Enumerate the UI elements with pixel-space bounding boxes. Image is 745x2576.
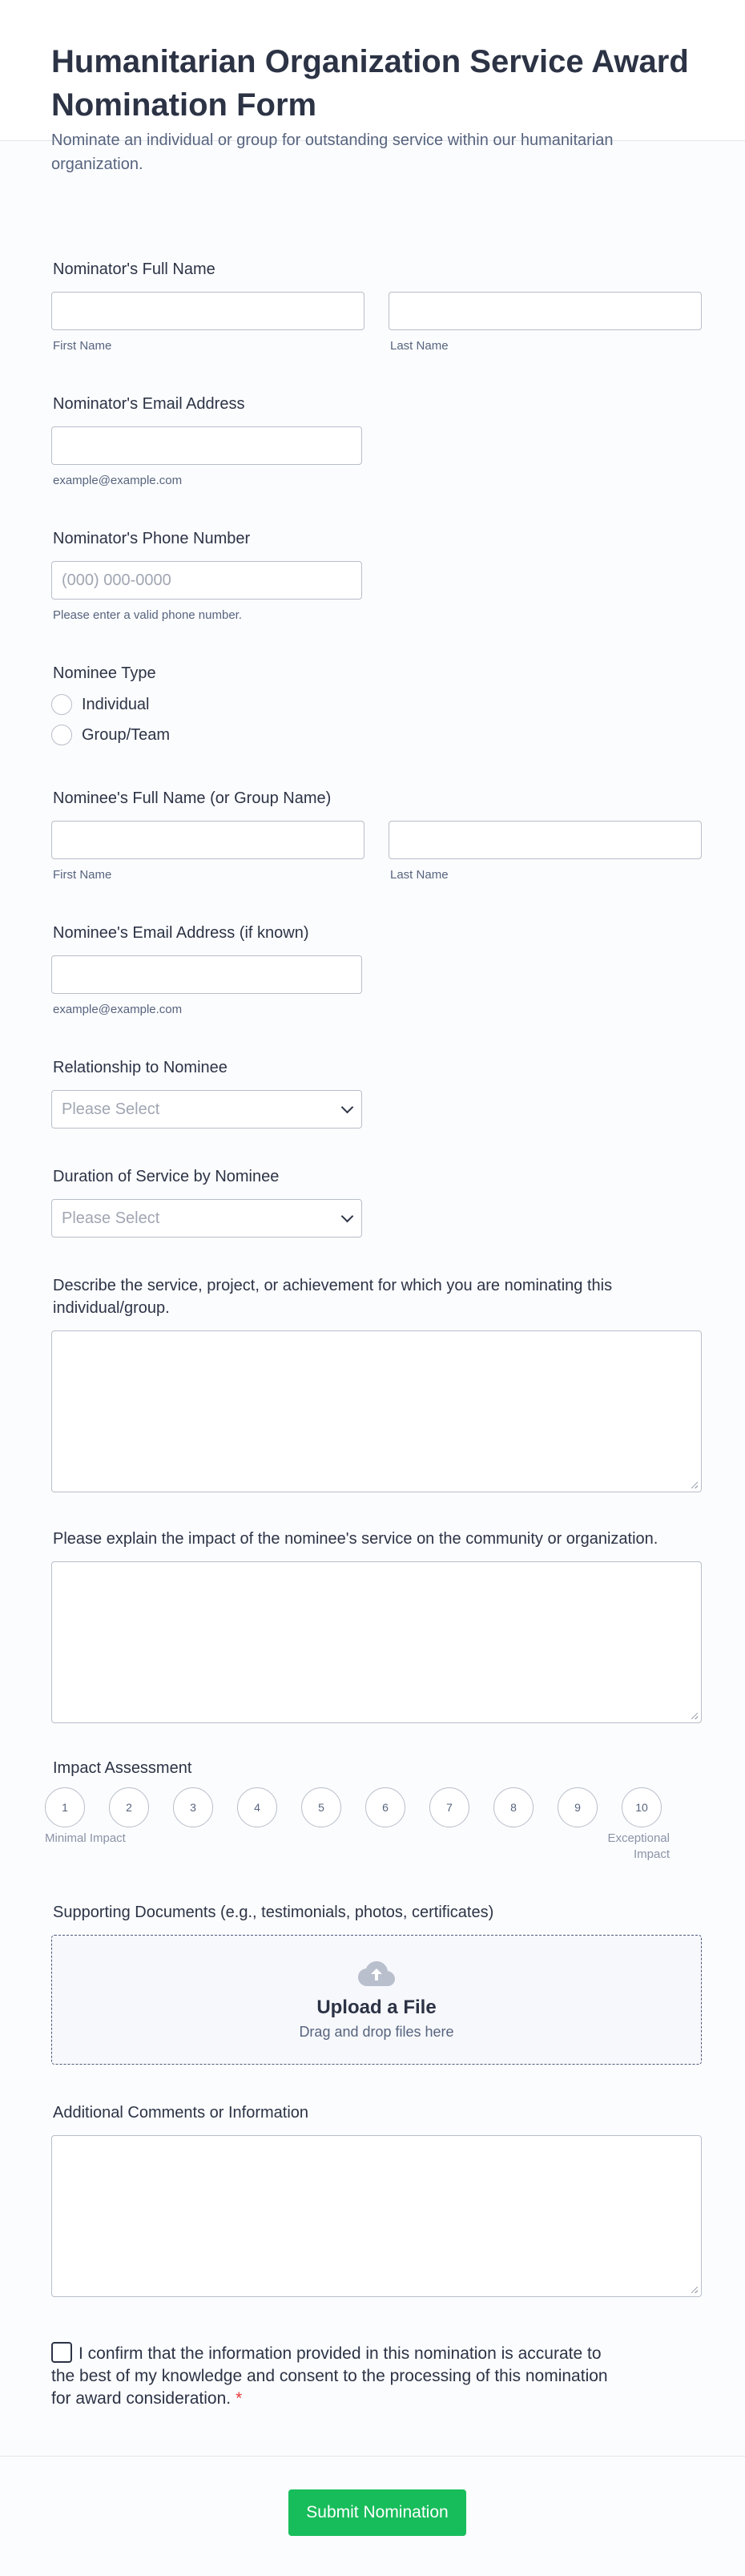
- form-header: [0, 0, 745, 173]
- describe-textarea[interactable]: [51, 1330, 702, 1492]
- nominee-email-label: Nominee's Email Address (if known): [53, 924, 309, 942]
- scale-option-10[interactable]: 10: [622, 1787, 662, 1827]
- radio-individual-label: Individual: [82, 695, 150, 713]
- describe-field: [51, 1274, 702, 1492]
- nominee-first-name-input[interactable]: [51, 821, 364, 859]
- nominee-type-option-group[interactable]: [51, 720, 170, 750]
- nominee-email-field: [51, 922, 362, 1018]
- duration-label: Duration of Service by Nominee: [53, 1168, 280, 1185]
- chevron-down-icon: [341, 1100, 354, 1113]
- upload-subtitle: Drag and drop files here: [299, 2023, 454, 2040]
- documents-label: Supporting Documents (e.g., testimonials, photos, certificates): [53, 1904, 494, 1921]
- impact-explain-textarea[interactable]: [51, 1561, 702, 1723]
- relationship-label: Relationship to Nominee: [53, 1059, 228, 1076]
- consent-field: [51, 2342, 628, 2410]
- nominee-type-option-individual[interactable]: [51, 689, 170, 720]
- resize-handle-icon[interactable]: [691, 1713, 698, 1719]
- impact-scale: [45, 1787, 670, 1827]
- radio-group-team-label: Group/Team: [82, 725, 171, 744]
- submit-nomination-button[interactable]: Submit Nomination: [288, 2489, 466, 2536]
- nominator-last-name-input[interactable]: [389, 292, 702, 330]
- nominator-first-name-sublabel: First Name: [53, 339, 112, 353]
- radio-individual[interactable]: [51, 694, 72, 715]
- comments-label: Additional Comments or Information: [53, 2104, 309, 2122]
- nominator-phone-input[interactable]: [51, 561, 362, 600]
- scale-option-6[interactable]: 6: [365, 1787, 405, 1827]
- nominee-type-label: Nominee Type: [53, 664, 156, 682]
- file-upload-dropzone[interactable]: [51, 1935, 702, 2065]
- scale-option-2[interactable]: 2: [109, 1787, 149, 1827]
- nominator-email-label: Nominator's Email Address: [53, 395, 245, 413]
- describe-label: Describe the service, project, or achievement for which you are nominating this individual/group.: [53, 1277, 613, 1317]
- scale-min-label: Minimal Impact: [45, 1831, 126, 1845]
- impact-explain-label: Please explain the impact of the nominee's service on the community or organization.: [53, 1530, 658, 1548]
- nominee-type-field: [51, 662, 170, 750]
- impact-explain-field: [51, 1528, 702, 1723]
- nominator-name-field: [51, 258, 702, 354]
- radio-group-team[interactable]: [51, 725, 72, 745]
- consent-checkbox[interactable]: [51, 2342, 72, 2363]
- chevron-down-icon: [341, 1209, 354, 1222]
- scale-option-1[interactable]: 1: [45, 1787, 85, 1827]
- scale-option-3[interactable]: 3: [173, 1787, 213, 1827]
- resize-handle-icon[interactable]: [691, 1482, 698, 1488]
- relationship-field: [51, 1056, 362, 1129]
- consent-text-block: [51, 2342, 628, 2410]
- nominator-last-name-sublabel: Last Name: [390, 339, 449, 353]
- nominator-email-field: [51, 393, 362, 489]
- scale-option-7[interactable]: 7: [429, 1787, 469, 1827]
- nominator-phone-field: [51, 527, 362, 624]
- comments-textarea[interactable]: [51, 2135, 702, 2297]
- nominee-email-input[interactable]: [51, 955, 362, 994]
- relationship-select[interactable]: [51, 1090, 362, 1129]
- scale-max-label: Exceptional Impact: [607, 1831, 670, 1861]
- impact-assessment-field: [45, 1757, 670, 1866]
- upload-title: Upload a File: [316, 1996, 437, 2018]
- scale-option-5[interactable]: 5: [301, 1787, 341, 1827]
- impact-assessment-label: Impact Assessment: [53, 1759, 192, 1777]
- nominator-phone-sublabel: Please enter a valid phone number.: [53, 608, 242, 622]
- nominee-email-sublabel: example@example.com: [53, 1003, 183, 1016]
- nominee-last-name-input[interactable]: [389, 821, 702, 859]
- nominator-name-label: Nominator's Full Name: [53, 260, 215, 278]
- duration-select[interactable]: [51, 1199, 362, 1238]
- nominator-first-name-input[interactable]: [51, 292, 364, 330]
- scale-option-8[interactable]: 8: [493, 1787, 534, 1827]
- duration-select-value: Please Select: [62, 1209, 160, 1227]
- required-asterisk: *: [236, 2389, 243, 2408]
- relationship-select-value: Please Select: [62, 1100, 160, 1118]
- documents-field: [51, 1901, 702, 2065]
- nominator-email-sublabel: example@example.com: [53, 474, 183, 487]
- scale-option-9[interactable]: 9: [558, 1787, 598, 1827]
- nominator-email-input[interactable]: [51, 426, 362, 465]
- cloud-upload-icon: [357, 1960, 396, 1989]
- resize-handle-icon[interactable]: [691, 2287, 698, 2293]
- nominee-first-name-sublabel: First Name: [53, 868, 112, 882]
- duration-field: [51, 1165, 362, 1238]
- form-title: Humanitarian Organization Service Award Nomination Form: [51, 44, 689, 123]
- nominee-name-label: Nominee's Full Name (or Group Name): [53, 789, 332, 807]
- footer-divider: [0, 2456, 745, 2457]
- form-subtitle: Nominate an individual or group for outstanding service within our humanitarian organization.: [51, 131, 614, 173]
- consent-label: I confirm that the information provided in this nomination is accurate to the best of my knowledge and consent to the processing of this nomination for award consideration.: [51, 2344, 608, 2408]
- comments-field: [51, 2102, 702, 2297]
- scale-option-4[interactable]: 4: [237, 1787, 277, 1827]
- nominee-last-name-sublabel: Last Name: [390, 868, 449, 882]
- nominee-name-field: [51, 787, 702, 883]
- nominator-phone-label: Nominator's Phone Number: [53, 530, 251, 547]
